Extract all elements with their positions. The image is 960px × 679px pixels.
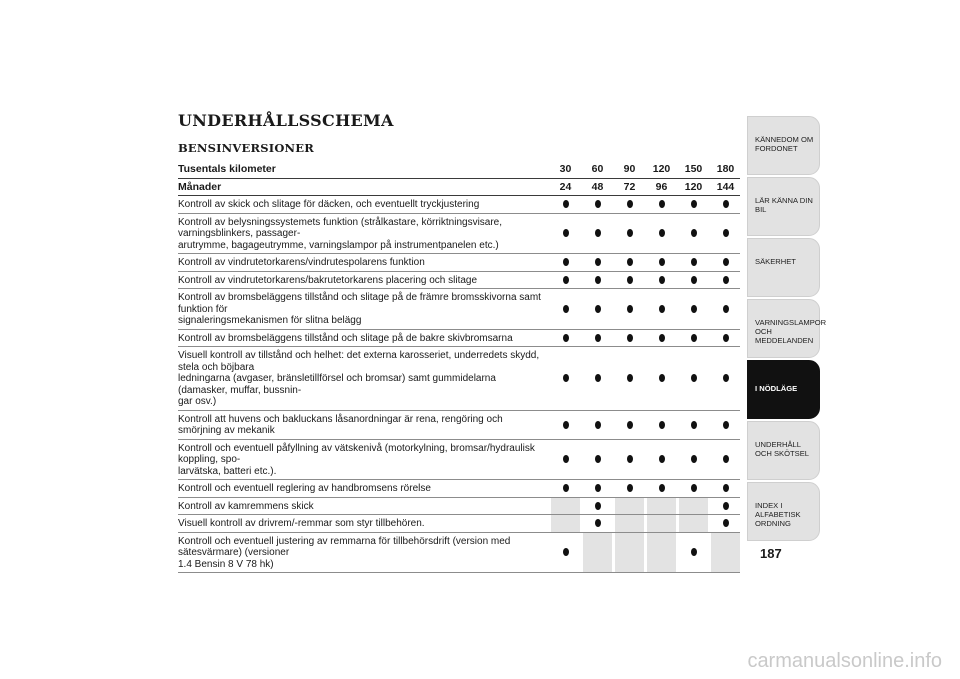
task-line: 1.4 Bensin 8 V 78 hk) xyxy=(178,558,274,570)
interval-cell xyxy=(647,196,676,213)
chapter-tab[interactable]: I NÖDLÄGE xyxy=(747,360,820,419)
check-dot-icon xyxy=(595,200,601,208)
interval-cell xyxy=(647,330,676,347)
interval-cell xyxy=(551,515,580,532)
check-dot-icon xyxy=(563,334,569,342)
task-line: Visuell kontroll av tillstånd och helhet: det externa karosseriet, underredets skydd, stela och böjbara xyxy=(178,350,540,373)
interval-cell xyxy=(647,272,676,289)
check-dot-icon xyxy=(595,455,601,463)
interval-cell xyxy=(615,515,644,532)
task-text xyxy=(178,483,431,495)
task-text xyxy=(178,536,542,571)
task-text xyxy=(178,518,425,530)
interval-cell xyxy=(551,214,580,254)
task-label xyxy=(178,347,546,410)
interval-cell xyxy=(583,289,612,329)
interval-cell xyxy=(711,196,740,213)
check-dot-icon xyxy=(563,455,569,463)
table-row xyxy=(178,440,740,481)
task-text xyxy=(178,414,542,437)
month-value: 24 xyxy=(559,180,572,193)
check-dot-icon xyxy=(563,229,569,237)
interval-cell xyxy=(711,254,740,271)
check-dot-icon xyxy=(723,519,729,527)
table-row xyxy=(178,330,740,348)
chapter-tab[interactable]: KÄNNEDOM OM FORDONET xyxy=(747,116,820,175)
check-dot-icon xyxy=(691,276,697,284)
check-dot-icon xyxy=(563,305,569,313)
task-text xyxy=(178,292,542,327)
interval-cell xyxy=(679,515,708,532)
interval-cell xyxy=(615,214,644,254)
table-row xyxy=(178,214,740,255)
header-months-label: Månader xyxy=(178,180,222,193)
task-line: Kontroll av bromsbeläggens tillstånd och slitage på de främre bromsskivorna samt funktion för xyxy=(178,292,541,315)
interval-cell xyxy=(583,411,612,439)
check-dot-icon xyxy=(627,455,633,463)
task-label xyxy=(178,289,546,329)
check-dot-icon xyxy=(691,229,697,237)
task-line: signaleringsmekanismen för slitna belägg xyxy=(178,315,362,326)
interval-cell xyxy=(647,214,676,254)
month-value: 120 xyxy=(684,180,703,193)
check-dot-icon xyxy=(595,484,601,492)
check-dot-icon xyxy=(691,374,697,382)
check-dot-icon xyxy=(627,305,633,313)
task-text xyxy=(178,217,542,252)
task-label xyxy=(178,480,546,497)
interval-cell xyxy=(647,347,676,410)
interval-cell xyxy=(583,515,612,532)
interval-cell xyxy=(679,347,708,410)
check-dot-icon xyxy=(723,258,729,266)
check-dot-icon xyxy=(595,258,601,266)
interval-cell xyxy=(551,289,580,329)
interval-cell xyxy=(679,533,708,573)
check-dot-icon xyxy=(723,229,729,237)
km-value: 60 xyxy=(591,163,604,176)
task-line: Visuell kontroll av drivrem/-remmar som styr tillbehören. xyxy=(178,518,425,529)
task-label xyxy=(178,214,546,254)
check-dot-icon xyxy=(691,334,697,342)
check-dot-icon xyxy=(627,276,633,284)
chapter-tab[interactable]: VARNINGSLAMPOR OCH MEDDELANDEN xyxy=(747,299,820,358)
interval-cell xyxy=(679,214,708,254)
interval-cell xyxy=(679,440,708,480)
check-dot-icon xyxy=(627,374,633,382)
check-dot-icon xyxy=(595,276,601,284)
interval-cell xyxy=(679,411,708,439)
interval-cell xyxy=(551,254,580,271)
interval-cell xyxy=(679,254,708,271)
interval-cell xyxy=(711,440,740,480)
check-dot-icon xyxy=(627,258,633,266)
interval-cell xyxy=(647,480,676,497)
check-dot-icon xyxy=(691,200,697,208)
check-dot-icon xyxy=(723,502,729,510)
interval-cell xyxy=(647,533,676,573)
maintenance-rows xyxy=(178,196,740,573)
month-value: 144 xyxy=(716,180,735,193)
interval-cell xyxy=(647,440,676,480)
check-dot-icon xyxy=(627,421,633,429)
interval-cell xyxy=(551,440,580,480)
table-row xyxy=(178,272,740,290)
task-text xyxy=(178,275,477,287)
month-value: 72 xyxy=(623,180,636,193)
check-dot-icon xyxy=(691,548,697,556)
chapter-tab[interactable]: SÄKERHET xyxy=(747,238,820,297)
interval-cell xyxy=(615,411,644,439)
table-row xyxy=(178,411,740,440)
interval-cell xyxy=(583,498,612,515)
table-row xyxy=(178,196,740,214)
task-line: Kontroll av bromsbeläggens tillstånd och slitage på de bakre skivbromsarna xyxy=(178,332,513,344)
check-dot-icon xyxy=(595,374,601,382)
check-dot-icon xyxy=(691,455,697,463)
chapter-tab[interactable]: UNDERHÅLL OCH SKÖTSEL xyxy=(747,421,820,480)
task-label xyxy=(178,440,546,480)
interval-cell xyxy=(583,480,612,497)
check-dot-icon xyxy=(723,276,729,284)
task-label xyxy=(178,533,546,573)
task-label xyxy=(178,330,546,347)
table-row xyxy=(178,289,740,330)
page-title: UNDERHÅLLSSCHEMA xyxy=(178,111,394,130)
task-text xyxy=(178,257,425,269)
interval-cell xyxy=(647,254,676,271)
check-dot-icon xyxy=(563,374,569,382)
check-dot-icon xyxy=(595,421,601,429)
task-line: Kontroll av kamremmens skick xyxy=(178,500,314,512)
interval-cell xyxy=(711,411,740,439)
task-line: larvätska, batteri etc.). xyxy=(178,465,277,477)
interval-cell xyxy=(711,480,740,497)
check-dot-icon xyxy=(627,200,633,208)
task-line: arutrymme, bagageutrymme, varningslampor på instrumentpanelen etc.) xyxy=(178,239,499,251)
interval-cell xyxy=(615,440,644,480)
task-line: Kontroll och eventuell påfyllning av vätskenivå (motorkylning, bromsar/hydraulisk koppling, spo- xyxy=(178,442,535,465)
header-months-row xyxy=(178,179,740,197)
interval-cell xyxy=(583,196,612,213)
check-dot-icon xyxy=(595,334,601,342)
check-dot-icon xyxy=(691,258,697,266)
interval-cell xyxy=(711,214,740,254)
interval-cell xyxy=(583,254,612,271)
check-dot-icon xyxy=(723,455,729,463)
check-dot-icon xyxy=(627,334,633,342)
interval-cell xyxy=(647,498,676,515)
task-label xyxy=(178,254,546,271)
month-value: 48 xyxy=(591,180,604,193)
interval-cell xyxy=(583,330,612,347)
table-row xyxy=(178,480,740,498)
task-label xyxy=(178,196,546,213)
chapter-tabs xyxy=(747,116,827,543)
interval-cell xyxy=(711,533,740,573)
interval-cell xyxy=(711,330,740,347)
table-row xyxy=(178,498,740,516)
interval-cell xyxy=(615,330,644,347)
chapter-tab[interactable]: LÄR KÄNNA DIN BIL xyxy=(747,177,820,236)
task-text xyxy=(178,501,314,513)
task-text xyxy=(178,350,542,408)
km-value: 30 xyxy=(559,163,572,176)
task-line: ledningarna (avgaser, bränsletillförsel och bromsar) samt gummidelarna (damasker, muffar, bussnin- xyxy=(178,373,496,396)
task-label xyxy=(178,411,546,439)
task-label xyxy=(178,515,546,532)
table-row xyxy=(178,533,740,574)
task-line: Kontroll av belysningssystemets funktion (strålkastare, körriktningsvisare, varningsblinkers, passager- xyxy=(178,216,503,239)
km-value: 180 xyxy=(716,163,735,176)
maintenance-table xyxy=(178,161,740,573)
check-dot-icon xyxy=(659,455,665,463)
check-dot-icon xyxy=(659,229,665,237)
interval-cell xyxy=(583,347,612,410)
check-dot-icon xyxy=(595,305,601,313)
month-value: 96 xyxy=(655,180,668,193)
check-dot-icon xyxy=(659,421,665,429)
interval-cell xyxy=(647,289,676,329)
task-line: gar osv.) xyxy=(178,396,217,407)
km-value: 90 xyxy=(623,163,636,176)
check-dot-icon xyxy=(563,548,569,556)
task-text xyxy=(178,443,542,478)
interval-cell xyxy=(583,214,612,254)
check-dot-icon xyxy=(659,276,665,284)
interval-cell xyxy=(615,272,644,289)
interval-cell xyxy=(711,289,740,329)
interval-cell xyxy=(679,498,708,515)
check-dot-icon xyxy=(659,305,665,313)
interval-cell xyxy=(583,440,612,480)
check-dot-icon xyxy=(659,334,665,342)
check-dot-icon xyxy=(691,421,697,429)
interval-cell xyxy=(647,411,676,439)
check-dot-icon xyxy=(563,484,569,492)
interval-cell xyxy=(551,533,580,573)
km-value: 120 xyxy=(652,163,671,176)
task-line: Kontroll och eventuell justering av remmarna för tillbehörsdrift (version med sätesvärmare) (versioner xyxy=(178,535,511,558)
task-text xyxy=(178,199,479,211)
task-line: Kontroll av vindrutetorkarens/vindrutespolarens funktion xyxy=(178,257,425,268)
interval-cell xyxy=(551,196,580,213)
check-dot-icon xyxy=(723,421,729,429)
interval-cell xyxy=(711,347,740,410)
interval-cell xyxy=(551,330,580,347)
section-subtitle: BENSINVERSIONER xyxy=(178,141,314,155)
check-dot-icon xyxy=(723,200,729,208)
check-dot-icon xyxy=(595,519,601,527)
check-dot-icon xyxy=(627,229,633,237)
interval-cell xyxy=(615,480,644,497)
check-dot-icon xyxy=(659,374,665,382)
watermark: carmanualsonline.info xyxy=(747,650,942,672)
check-dot-icon xyxy=(563,258,569,266)
interval-cell xyxy=(583,533,612,573)
interval-cell xyxy=(679,289,708,329)
interval-cell xyxy=(615,254,644,271)
check-dot-icon xyxy=(595,502,601,510)
interval-cell xyxy=(679,480,708,497)
check-dot-icon xyxy=(723,484,729,492)
header-km-label: Tusentals kilometer xyxy=(178,163,276,175)
interval-cell xyxy=(551,347,580,410)
table-row xyxy=(178,254,740,272)
task-label xyxy=(178,272,546,289)
interval-cell xyxy=(551,272,580,289)
table-row xyxy=(178,515,740,533)
interval-cell xyxy=(711,272,740,289)
interval-cell xyxy=(647,515,676,532)
interval-cell xyxy=(615,533,644,573)
interval-cell xyxy=(711,498,740,515)
chapter-tab[interactable]: INDEX I ALFABETISK ORDNING xyxy=(747,482,820,541)
check-dot-icon xyxy=(563,276,569,284)
check-dot-icon xyxy=(691,484,697,492)
interval-cell xyxy=(679,196,708,213)
check-dot-icon xyxy=(659,200,665,208)
check-dot-icon xyxy=(723,305,729,313)
check-dot-icon xyxy=(563,200,569,208)
page-number: 187 xyxy=(760,546,782,561)
interval-cell xyxy=(679,272,708,289)
interval-cell xyxy=(711,515,740,532)
check-dot-icon xyxy=(595,229,601,237)
interval-cell xyxy=(615,347,644,410)
task-line: Kontroll och eventuell reglering av handbromsens rörelse xyxy=(178,483,431,494)
interval-cell xyxy=(551,411,580,439)
header-km-row xyxy=(178,161,740,179)
table-row xyxy=(178,347,740,411)
interval-cell xyxy=(551,498,580,515)
task-line: Kontroll av vindrutetorkarens/bakrutetorkarens placering och slitage xyxy=(178,274,478,286)
check-dot-icon xyxy=(659,484,665,492)
interval-cell xyxy=(615,498,644,515)
interval-cell xyxy=(583,272,612,289)
check-dot-icon xyxy=(723,334,729,342)
task-line: Kontroll av skick och slitage för däcken, och eventuellt tryckjustering xyxy=(178,199,480,210)
check-dot-icon xyxy=(691,305,697,313)
km-value: 150 xyxy=(684,163,703,176)
check-dot-icon xyxy=(563,421,569,429)
interval-cell xyxy=(615,196,644,213)
task-line: Kontroll att huvens och bakluckans låsanordningar är rena, rengöring och smörjning av mekanik xyxy=(178,413,503,436)
task-label xyxy=(178,498,546,515)
interval-cell xyxy=(551,480,580,497)
interval-cell xyxy=(615,289,644,329)
check-dot-icon xyxy=(723,374,729,382)
interval-cell xyxy=(679,330,708,347)
check-dot-icon xyxy=(659,258,665,266)
task-text xyxy=(178,333,513,345)
check-dot-icon xyxy=(627,484,633,492)
